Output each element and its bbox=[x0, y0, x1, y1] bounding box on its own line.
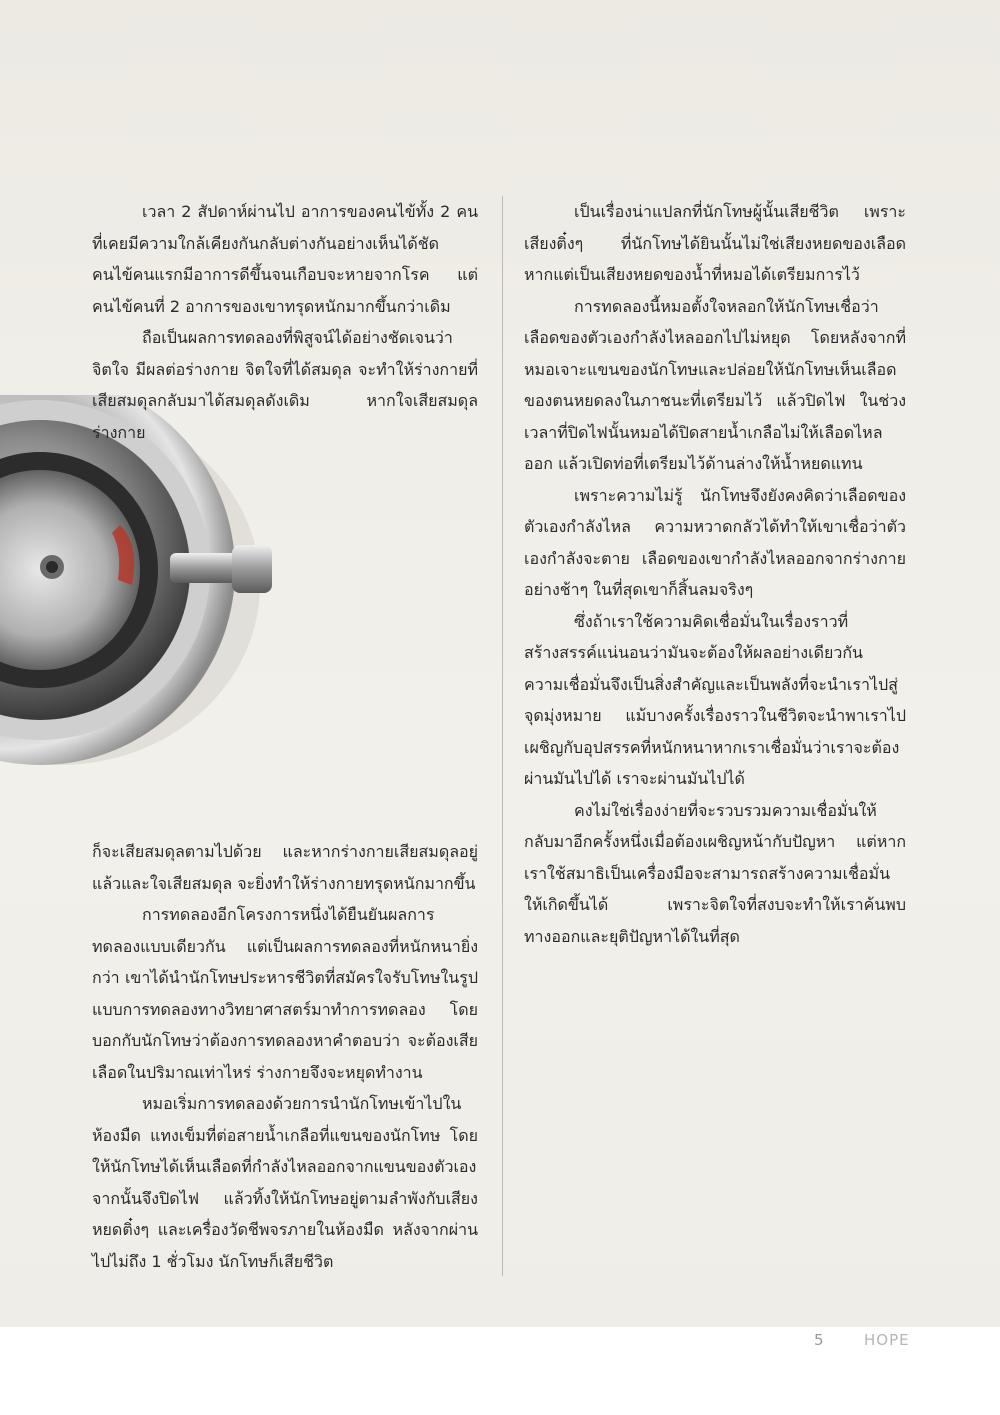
page-footer bbox=[0, 1327, 1000, 1415]
paragraph: การทดลองอีกโครงการหนึ่งได้ยืนยันผลการทดลองแบบเดียวกัน แต่เป็นผลการทดลองที่หนักหนายิ่งกว่า เขาได้นำนักโทษประหารชีวิตที่สมัครใจรับโทษในรูปแบบการทดลองทางวิทยาศาสตร์มาทำการทดลอง โดยบอกกับนักโทษว่าต้องการทดลองหาคำตอบว่า จะต้องเสียเลือดในปริมาณเท่าไหร่ ร่างกายจึงจะหยุดทำงาน bbox=[92, 905, 478, 1082]
magazine-title: HOPE bbox=[864, 1331, 910, 1349]
paragraph-continuation: ก็จะเสียสมดุลตามไปด้วย และหากร่างกายเสียสมดุลอยู่แล้วและใจเสียสมดุล จะยิ่งทำให้ร่างกายทรุดหนักมากขึ้น bbox=[92, 842, 478, 893]
page-number: 5 bbox=[814, 1331, 824, 1349]
paragraph: ถือเป็นผลการทดลองที่พิสูจน์ได้อย่างชัดเจนว่า จิตใจ มีผลต่อร่างกาย จิตใจที่ได้สมดุล จะทำให้ร่างกายที่เสียสมดุลกลับมาได้สมดุลดังเดิม หากใจเสียสมดุล ร่างกาย bbox=[92, 328, 478, 442]
stethoscope-icon bbox=[0, 395, 540, 765]
paragraph: ซึ่งถ้าเราใช้ความคิดเชื่อมั่นในเรื่องราวที่สร้างสรรค์แน่นอนว่ามันจะต้องให้ผลอย่างเดียวกัน ความเชื่อมั่นจึงเป็นสิ่งสำคัญและเป็นพลังที่จะนำเราไปสู่จุดมุ่งหมาย แม้บางครั้งเรื่องราวในชีวิตจะนำพาเราไปเผชิญกับอุปสรรคที่หนักหนาหากเราเชื่อมั่นว่าเราจะต้องผ่านมันไปได้ เราจะผ่านมันไปได้ bbox=[524, 611, 906, 788]
paragraph: การทดลองนี้หมอตั้งใจหลอกให้นักโทษเชื่อว่าเลือดของตัวเองกำลังไหลออกไปไม่หยุด โดยหลังจากที่หมอเจาะแขนของนักโทษและปล่อยให้นักโทษเห็นเลือดของตนหยดลงในภาชนะที่เตรียมไว้ แล้วปิดไฟ ในช่วงเวลาที่ปิดไฟนั้นหมอได้ปิดสายน้ำเกลือไม่ให้เลือดไหลออก แล้วเปิดท่อที่เตรียมไว้ด้านล่างให้น้ำหยดแทน bbox=[524, 296, 906, 473]
article-column-left-top bbox=[92, 196, 478, 448]
article-column-left-bottom bbox=[92, 836, 478, 1277]
column-divider bbox=[502, 196, 503, 1276]
article-column-right bbox=[524, 196, 906, 952]
paragraph: เป็นเรื่องน่าแปลกที่นักโทษผู้นั้นเสียชีวิต เพราะเสียงติ๋งๆ ที่นักโทษได้ยินนั้นไม่ใช่เสียงหยดของเลือด หากแต่เป็นเสียงหยดของน้ำที่หมอได้เตรียมการไว้ bbox=[524, 202, 906, 284]
paragraph: หมอเริ่มการทดลองด้วยการนำนักโทษเข้าไปในห้องมืด แทงเข็มที่ต่อสายน้ำเกลือที่แขนของนักโทษ โดยให้นักโทษได้เห็นเลือดที่กำลังไหลออกจากแขนของตัวเอง จากนั้นจึงปิดไฟ แล้วทิ้งให้นักโทษอยู่ตามลำพังกับเสียงหยดติ๋งๆ และเครื่องวัดชีพจรภายในห้องมืด หลังจากผ่านไปไม่ถึง 1 ชั่วโมง นักโทษก็เสียชีวิต bbox=[92, 1094, 478, 1271]
paragraph: เวลา 2 สัปดาห์ผ่านไป อาการของคนไข้ทั้ง 2 คนที่เคยมีความใกล้เคียงกันกลับต่างกันอย่างเห็นได้ชัด คนไข้คนแรกมีอาการดีขึ้นจนเกือบจะหายจากโรค แต่คนไข้คนที่ 2 อาการของเขาทรุดหนักมากขึ้นกว่าเดิม bbox=[92, 202, 478, 316]
paragraph: เพราะความไม่รู้ นักโทษจึงยังคงคิดว่าเลือดของตัวเองกำลังไหล ความหวาดกลัวได้ทำให้เขาเชื่อว่าตัวเองกำลังจะตาย เลือดของเขากำลังไหลออกจากร่างกายอย่างช้าๆ ในที่สุดเขาก็สิ้นลมจริงๆ bbox=[524, 485, 906, 599]
paragraph: คงไม่ใช่เรื่องง่ายที่จะรวบรวมความเชื่อมั่นให้กลับมาอีกครั้งหนึ่งเมื่อต้องเผชิญหน้ากับปัญหา แต่หากเราใช้สมาธิเป็นเครื่องมือจะสามารถสร้างความเชื่อมั่นให้เกิดขึ้นได้ เพราะจิตใจที่สงบจะทำให้เราค้นพบทางออกและยุติปัญหาได้ในที่สุด bbox=[524, 800, 906, 946]
